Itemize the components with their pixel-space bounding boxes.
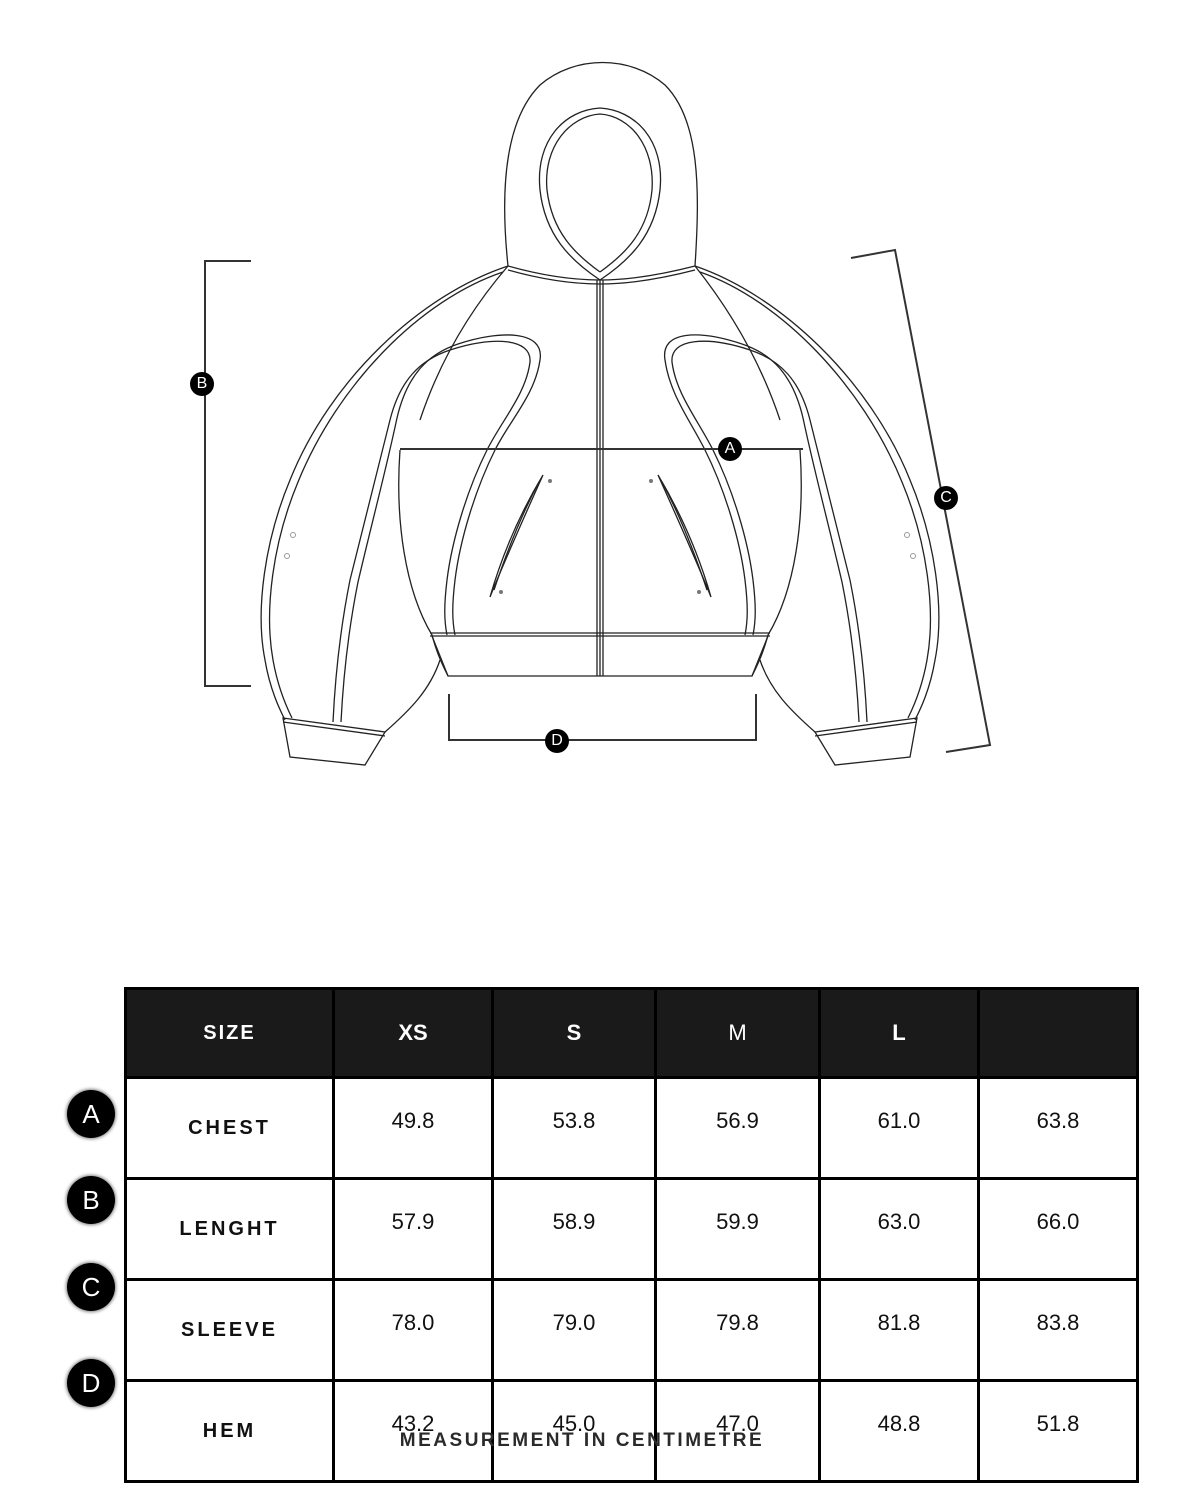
row-marker-c-icon: C — [67, 1263, 115, 1311]
row-label-length: LENGHT — [126, 1179, 334, 1280]
cell-value: 49.8 — [334, 1078, 493, 1179]
cell-value: 57.9 — [334, 1179, 493, 1280]
cell-value: 78.0 — [334, 1280, 493, 1381]
row-marker-b-icon: B — [67, 1176, 115, 1224]
row-label-chest: CHEST — [126, 1078, 334, 1179]
header-size: SIZE — [126, 989, 334, 1078]
header-size-l: L — [820, 989, 979, 1078]
cell-value: 59.9 — [656, 1179, 820, 1280]
cell-value: 45.0 — [493, 1381, 656, 1482]
marker-c-icon: C — [934, 486, 958, 510]
cell-value: 48.8 — [820, 1381, 979, 1482]
measurement-unit-note: MEASUREMENT IN CENTIMETRE — [399, 1430, 765, 1451]
table-header-row — [126, 989, 1138, 1078]
header-size-blank — [979, 989, 1138, 1078]
row-label-hem: HEM — [126, 1381, 334, 1482]
row-label-sleeve: SLEEVE — [126, 1280, 334, 1381]
cell-value: 66.0 — [979, 1179, 1138, 1280]
cell-value: 81.8 — [820, 1280, 979, 1381]
marker-d-icon: D — [545, 729, 569, 753]
table-row-chest — [126, 1078, 1138, 1179]
marker-a-icon: A — [718, 437, 742, 461]
row-marker-d-icon: D — [67, 1359, 115, 1407]
header-size-s: S — [493, 989, 656, 1078]
table-row-sleeve — [126, 1280, 1138, 1381]
cell-value: 43.2 — [334, 1381, 493, 1482]
cell-value: 56.9 — [656, 1078, 820, 1179]
sleeve-measure-line — [851, 250, 990, 752]
cell-value: 51.8 — [979, 1381, 1138, 1482]
table-row-length — [126, 1179, 1138, 1280]
cell-value: 63.8 — [979, 1078, 1138, 1179]
cell-value: 61.0 — [820, 1078, 979, 1179]
cell-value: 79.0 — [493, 1280, 656, 1381]
cell-value: 47.0 — [656, 1381, 820, 1482]
cell-value: 58.9 — [493, 1179, 656, 1280]
cell-value: 53.8 — [493, 1078, 656, 1179]
cell-value: 83.8 — [979, 1280, 1138, 1381]
cell-value: 63.0 — [820, 1179, 979, 1280]
marker-b-icon: B — [190, 372, 214, 396]
header-size-m: M — [656, 989, 820, 1078]
cell-value: 79.8 — [656, 1280, 820, 1381]
size-chart-table — [124, 987, 1139, 1483]
length-measure-line — [205, 261, 251, 686]
hem-measure-line — [449, 694, 756, 740]
row-marker-a-icon: A — [67, 1090, 115, 1138]
header-size-xs: XS — [334, 989, 493, 1078]
